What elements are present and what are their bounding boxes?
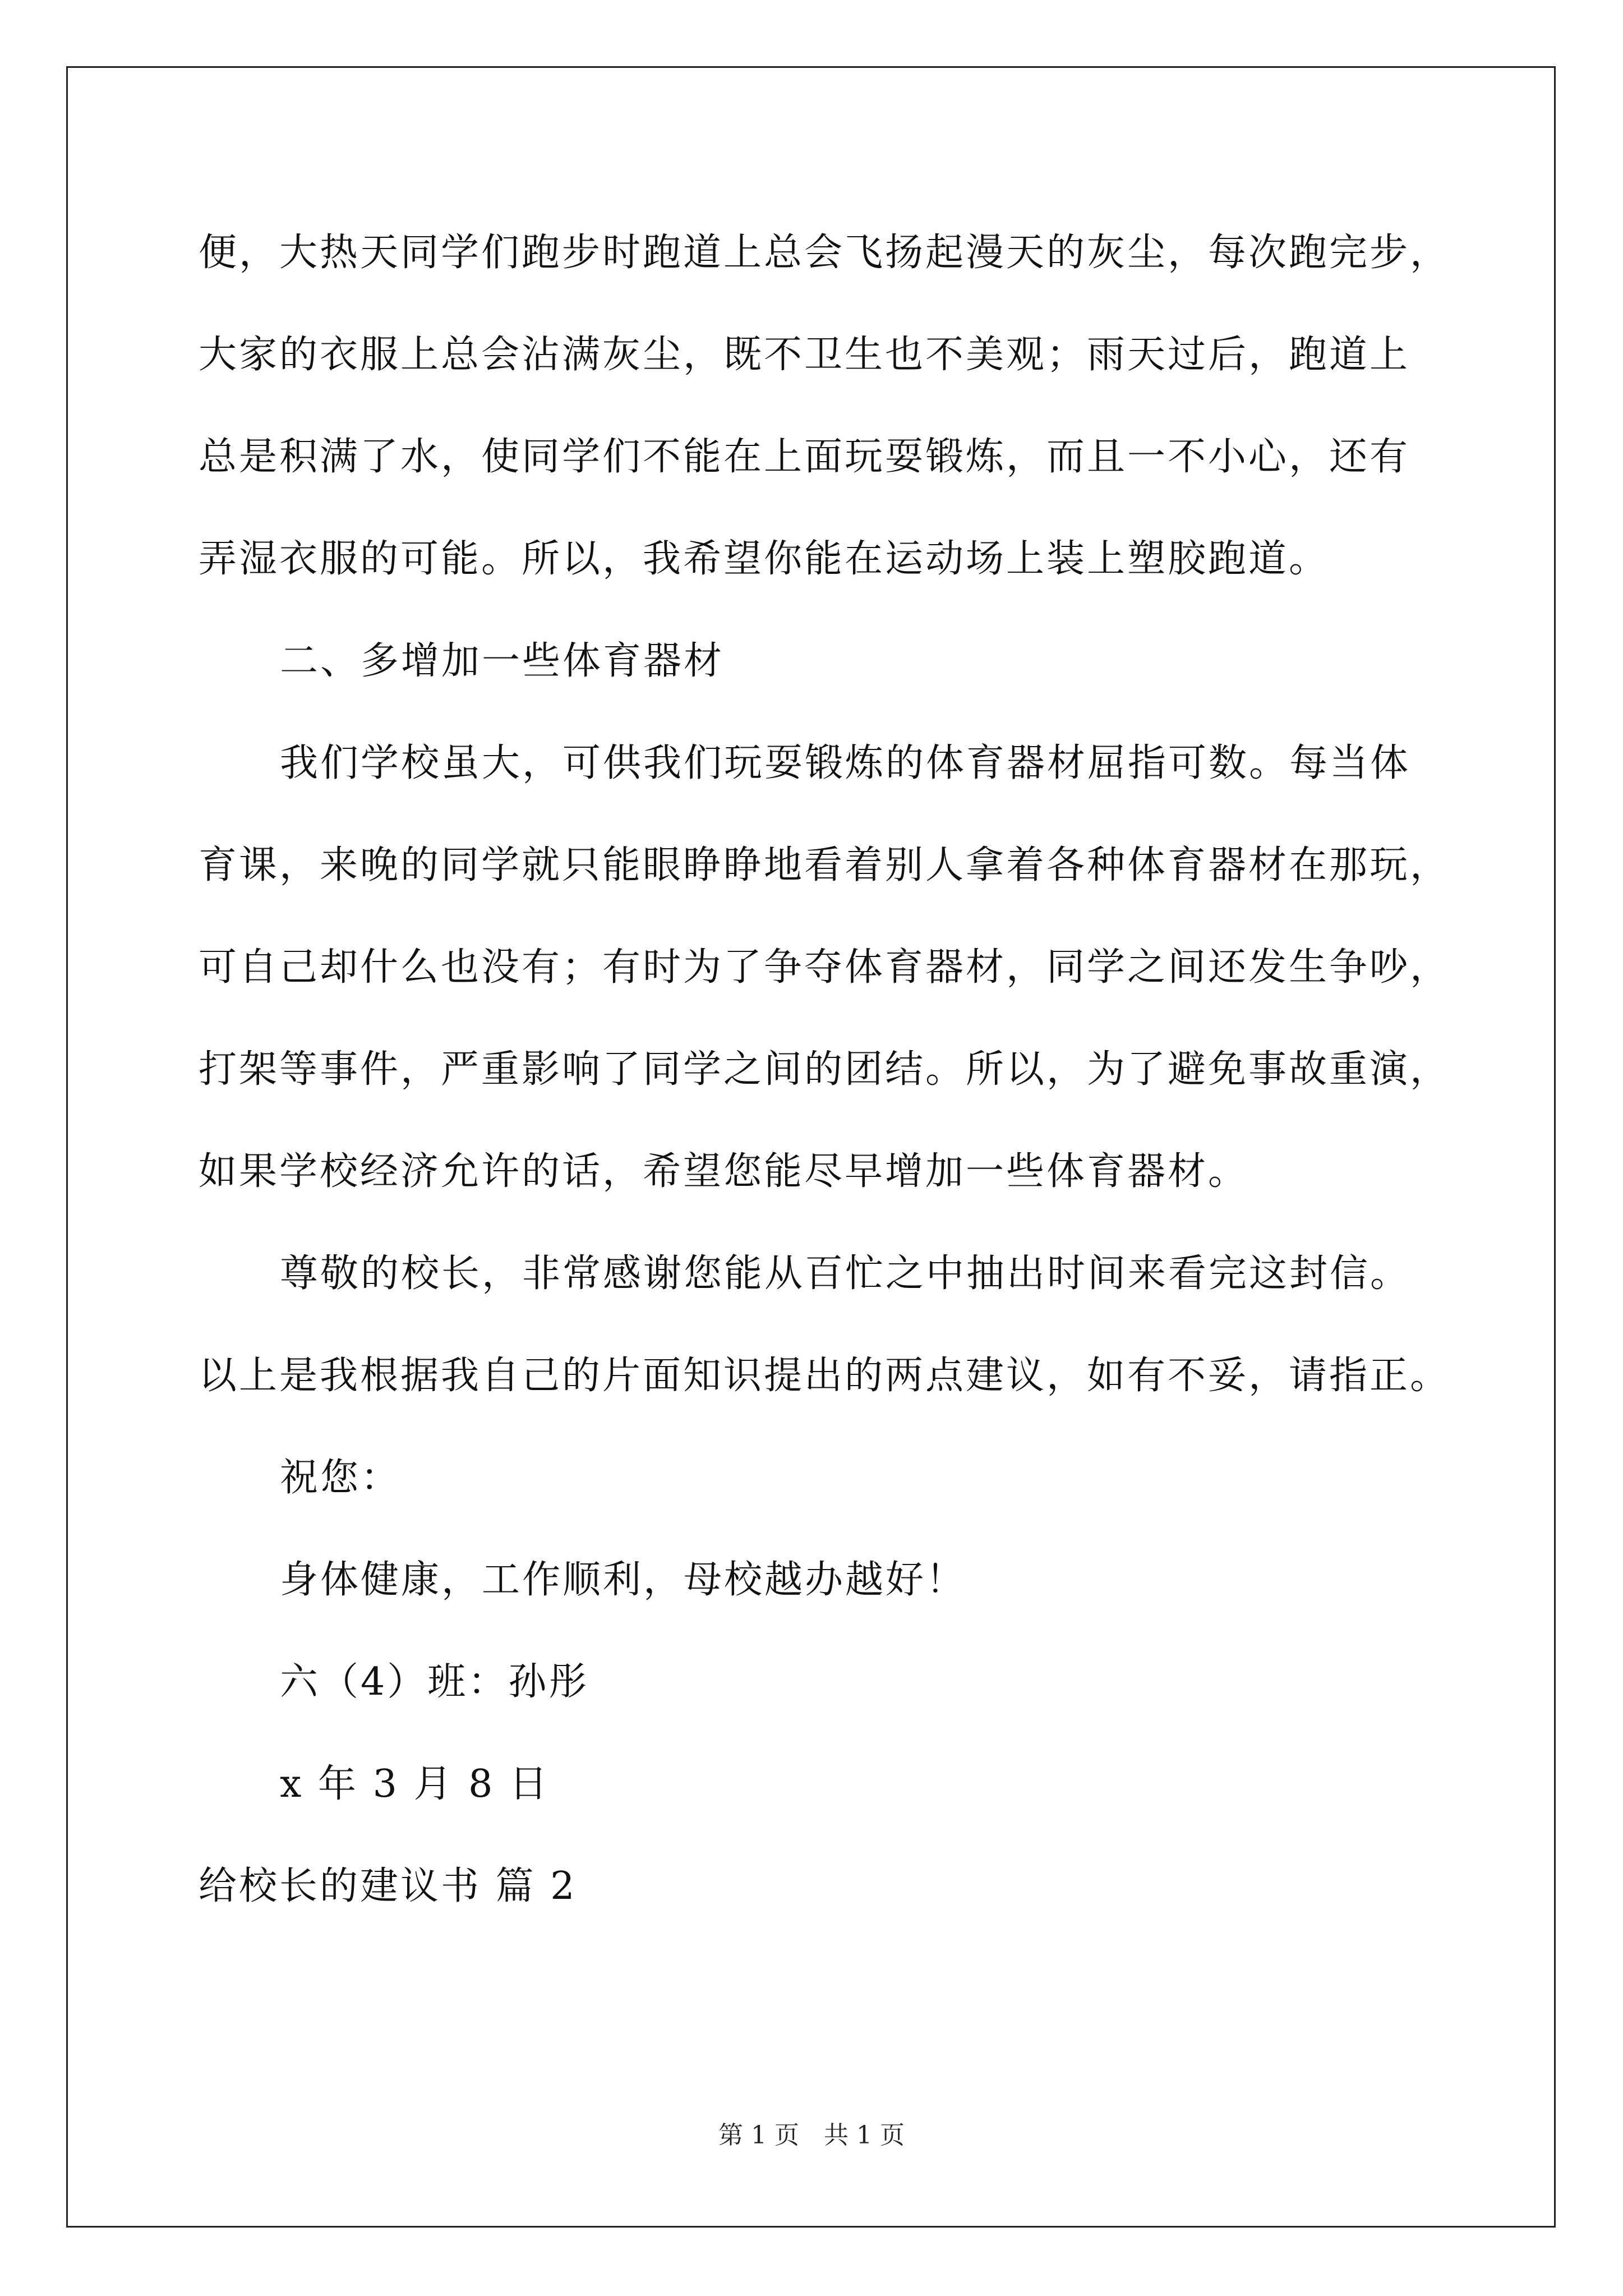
signature: 六（4）班：孙彤	[280, 1660, 589, 1704]
section-heading: 二、多增加一些体育器材	[280, 639, 725, 683]
next-letter-title: 给校长的建议书 篇 2	[199, 1864, 577, 1908]
closing-wish: 身体健康，工作顺利，母校越办越好！	[280, 1558, 967, 1602]
paragraph-line: 我们学校虽大，可供我们玩耍锻炼的体育器材屈指可数。每当体	[280, 741, 1411, 785]
paragraph-line: 总是积满了水，使同学们不能在上面玩耍锻炼，而且一不小心，还有	[199, 435, 1410, 479]
date: x 年 3 月 8 日	[280, 1762, 550, 1806]
paragraph-line: 育课，来晚的同学就只能眼睁睁地看着别人拿着各种体育器材在那玩，	[199, 843, 1451, 887]
paragraph-line: 可自己却什么也没有；有时为了争夺体育器材，同学之间还发生争吵，	[199, 945, 1451, 990]
paragraph-line: 如果学校经济允许的话，希望您能尽早增加一些体育器材。	[199, 1149, 1249, 1194]
closing-salutation: 祝您：	[280, 1456, 402, 1500]
page-number: 第 1 页 共 1 页	[718, 2121, 905, 2150]
paragraph-line: 打架等事件，严重影响了同学之间的团结。所以，为了避免事故重演，	[199, 1047, 1451, 1092]
paragraph-line: 尊敬的校长，非常感谢您能从百忙之中抽出时间来看完这封信。	[280, 1251, 1411, 1296]
paragraph-line: 大家的衣服上总会沾满灰尘，既不卫生也不美观；雨天过后，跑道上	[199, 333, 1410, 377]
letter-body	[199, 202, 1460, 1938]
paragraph-line: 以上是我根据我自己的片面知识提出的两点建议，如有不妥，请指正。	[199, 1354, 1451, 1398]
paragraph-line: 弄湿衣服的可能。所以，我希望你能在运动场上装上塑胶跑道。	[199, 537, 1330, 581]
paragraph-line: 便，大热天同学们跑步时跑道上总会飞扬起漫天的灰尘，每次跑完步，	[199, 231, 1451, 275]
